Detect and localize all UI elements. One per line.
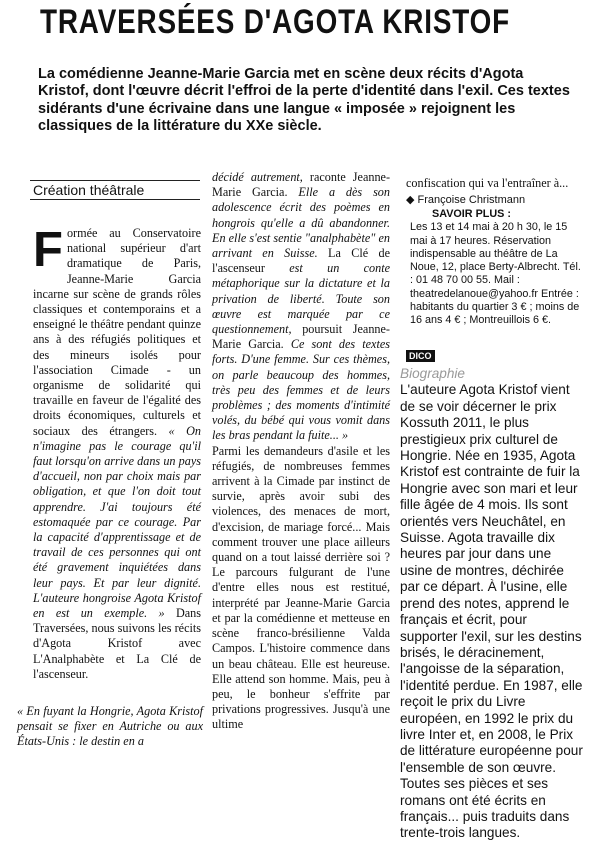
- col1-quote: « On n'imagine pas le courage qu'il faut lorsqu'on arrive dans un pays d'accueil, non par choix mais par obligation, et que l'on doit tout apprendre. J'ai toujours été estomaquée par ce courage. Par la capacité d'apprentissage et de travail de ces personnes qui ont été gravement inquiétées dans leur pays. Et par leur dignité. L'auteure hongroise Agota Kristof en est un exemple. »: [33, 423, 201, 621]
- article-column-2: [212, 170, 390, 733]
- col2-italic-2: Elle a dès son adolescence écrit des poèmes en hongrois qu'elle a dû abandonner. En elle s'est sentie "analphabète" en arrivant en Suisse.: [212, 185, 390, 261]
- rubric-label: Création théâtrale: [33, 182, 145, 198]
- dico-tag: DICO: [406, 350, 435, 362]
- col2-paragraph-2: Parmi les demandeurs d'asile et les réfugiés, de nombreuses femmes arrivent à la Cimade par instinct de survie, après avoir subi des violences, des menaces de mort, d'excision, de mariage forcé... Mais comment trouver une place ailleurs quand on a tout laissé derrière soi ? Le parcours fulgurant de l'une d'entre elles nous est restitué, interprété par Jeanne-Marie Garcia et par la comédienne et metteuse en scène franco-brésilienne Valda Campos. L'histoire commence dans un beau château. Elle est heureuse. Elle attend son homme. Mais, peu à peu, le bonheur s'effrite par privations progressives. Jusqu'à une ultime: [212, 443, 390, 732]
- lede-paragraph: La comédienne Jeanne-Marie Garcia met en scène deux récits d'Agota Kristof, dont l'œuvre décrit l'effroi de la perte d'identité dans l'exil. Ces textes sidérants d'une écrivaine dans une langue « imposée » rejoignent les classiques de la littérature du XXe siècle.: [38, 66, 570, 135]
- col1-paragraph-2: Dans Traversées, nous suivons les récits d'Agota Kristof avec L'Analphabète et La Clé de l'ascenseur.: [33, 606, 201, 681]
- drop-cap: F: [33, 223, 63, 277]
- col2-italic-3: est un conte métaphorique sur la dictature et la privation de liberté. Toute son œuvre est marquée par ce questionnement,: [212, 261, 390, 337]
- col3-continuation: confiscation qui va l'entraîner à...: [406, 176, 569, 190]
- col1-quote-continued: « En fuyant la Hongrie, Agota Kristof pensait se fixer en Autriche ou aux États-Unis : le destin en a: [17, 704, 203, 749]
- headline: TRAVERSÉES D'AGOTA KRISTOF: [40, 3, 510, 41]
- savoir-plus-heading: SAVOIR PLUS :: [432, 208, 511, 220]
- col2-italic-4: Ce sont des textes forts. D'une femme. Sur ces thèmes, on parle beaucoup des hommes, très peu des femmes et de leurs problèmes ; des moments d'intimité volés, du bébé qui vous vomit dans les bras pendant la fuite... »: [212, 337, 390, 443]
- bio-faint-heading: Biographie: [400, 366, 465, 381]
- col2-italic-1: décidé autrement,: [212, 170, 303, 184]
- biography-box: [400, 366, 585, 842]
- article-column-1: [33, 223, 201, 682]
- practical-info-box: [410, 208, 585, 328]
- bio-text: L'auteure Agota Kristof vient de se voir décerner le prix Kossuth 2011, le plus prestigieux prix culturel de Hongrie. Née en 1935, Agota Kristof est contrainte de fuir la Hongrie avec son mari et leur fille âgée de 4 mois. Ils sont orientés vers Neuchâtel, en Suisse. Agota travaille dix heures par jour dans une usine de montres, déchirée par ce départ. À l'usine, elle prend des notes, apprend le français et écrit, pour supporter l'exil, sur les destins brisés, le déracinement, l'angoisse de la séparation, l'identité perdue. En 1987, elle reçoit le prix du Livre européen, en 1992 le prix du livre Inter et, en 2008, le Prix de littérature européenne pour l'ensemble de son œuvre. Toutes ses pièces et ses romans ont été écrits en français... puis traduits dans trente-trois langues.: [400, 382, 583, 841]
- col2-text-3: poursuit Jeanne-Marie Garcia.: [212, 322, 390, 352]
- col2-text-2: La Clé de l'ascenseur: [212, 246, 390, 276]
- author-signature: ◆ Françoise Christmann: [406, 194, 526, 206]
- practical-info-text: Les 13 et 14 mai à 20 h 30, le 15 mai à 17 heures. Réservation indispensable au théâtre de La Noue, 12, place Berty-Albrecht. Tél. : 01 48 70 00 55. Mail : theatredelanoue@yahoo.fr Entrée : habitants du quartier 3 € ; moins de 16 ans 4 € ; Montreuillois 6 €.: [410, 221, 581, 327]
- col2-text-1: raconte Jeanne-Marie Garcia.: [212, 170, 391, 200]
- col1-paragraph-1: ormée au Conservatoire national supérieur d'art dramatique de Paris, Jeanne-Marie Garcia incarne sur scène de grands rôles classiques et contemporains et a enseigné le théâtre pendant quinze ans à des réfugiés politiques et des mineurs isolés pour l'association Cimade - un organisme de solidarité qui travaille en faveur de l'égalité des droits économiques, culturels et sociaux des étrangers.: [33, 226, 201, 438]
- rubric-bottom-rule: [30, 199, 200, 200]
